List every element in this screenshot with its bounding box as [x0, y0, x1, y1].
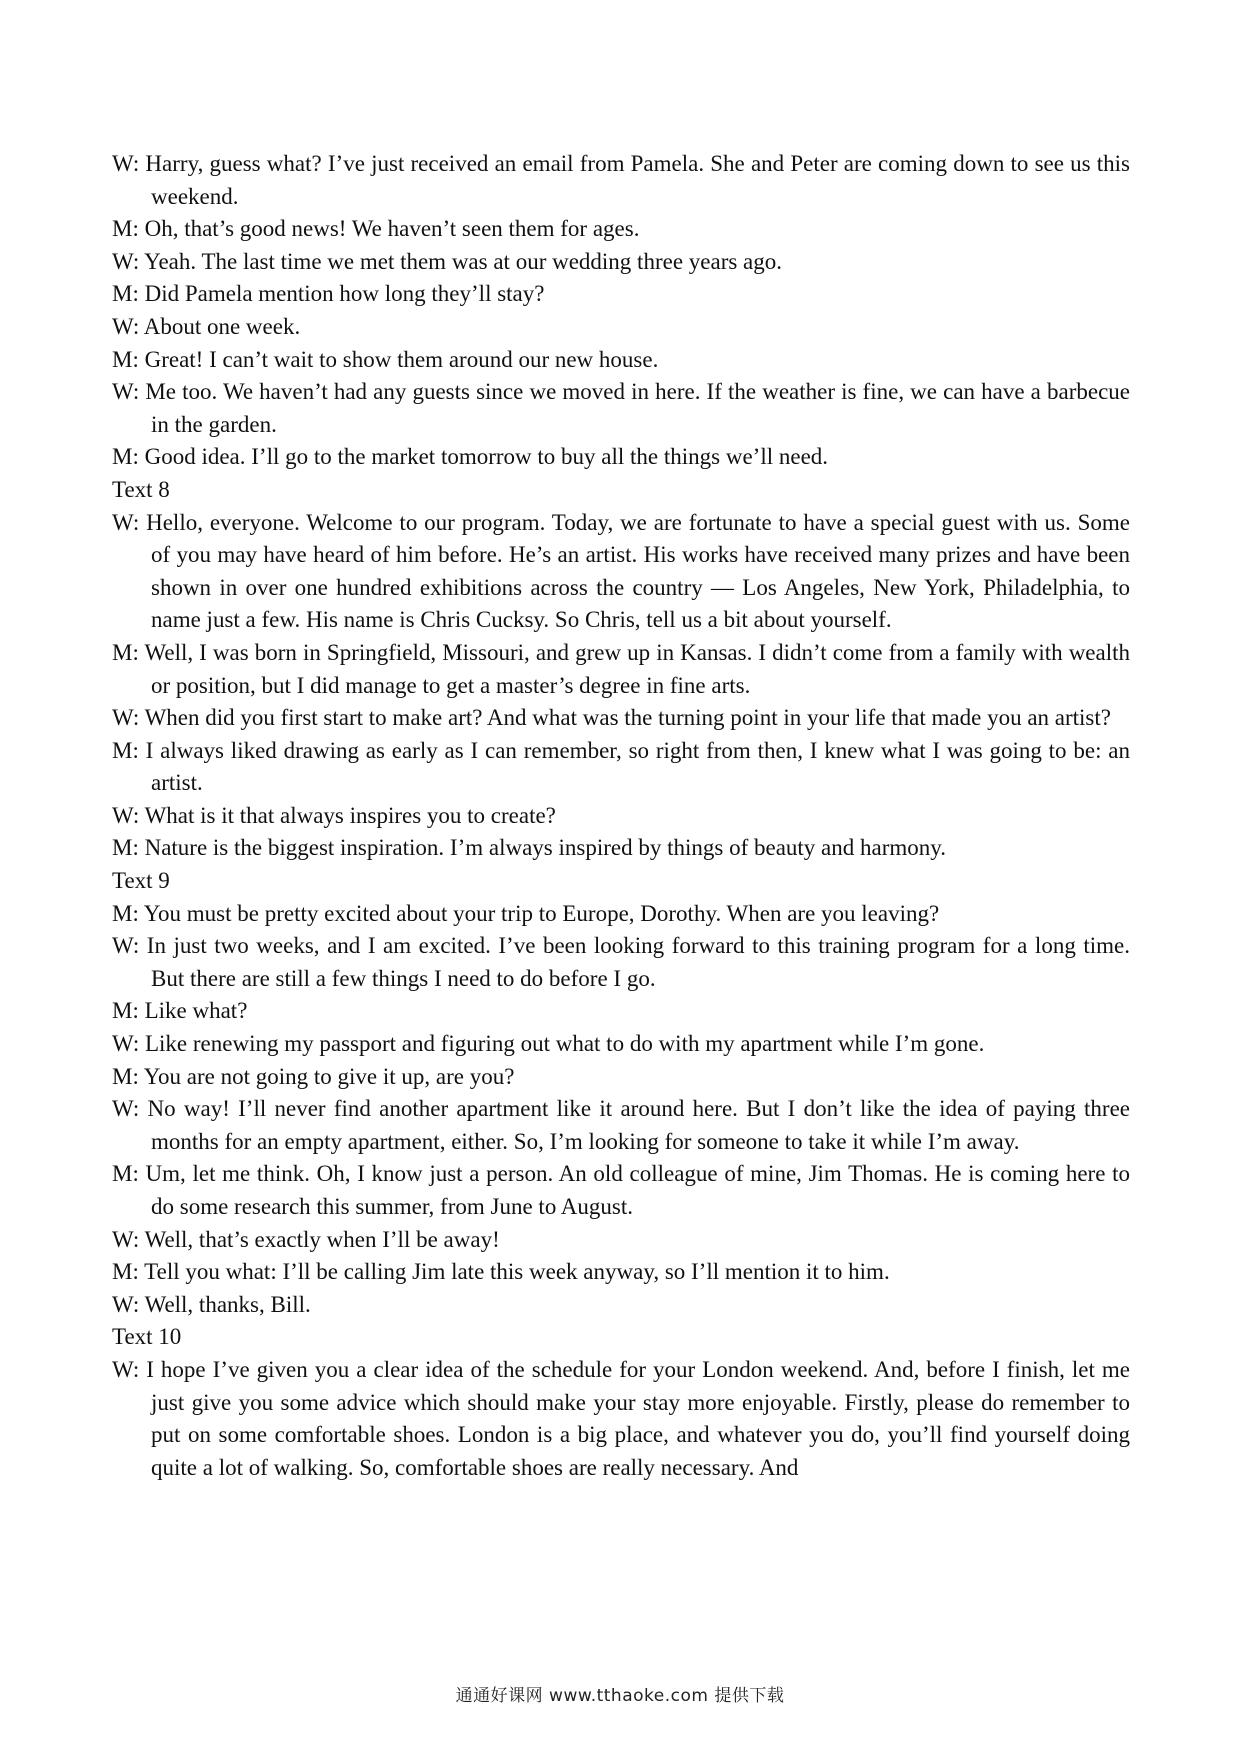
dialogue-line: M: Like what?: [112, 998, 248, 1024]
dialogue-line: W: Like renewing my passport and figuring out what to do with my apartment while I’m gone.: [112, 1031, 985, 1057]
dialogue-line: M: You must be pretty excited about your trip to Europe, Dorothy. When are you leaving?: [112, 900, 940, 926]
dialogue-line: W: Harry, guess what? I’ve just received an email from Pamela. She and Peter are coming down to see us this weekend.: [112, 151, 1130, 209]
dialogue-line: M: Well, I was born in Springfield, Missouri, and grew up in Kansas. I didn’t come from a family with wealth or position, but I did manage to get a master’s degree in fine arts.: [112, 639, 1130, 698]
dialogue-line: M: Tell you what: I’ll be calling Jim late this week anyway, so I’ll mention it to him.: [112, 1259, 890, 1285]
dialogue-line: M: Did Pamela mention how long they’ll stay?: [112, 281, 545, 307]
section-heading-text-9: Text 9: [112, 868, 170, 894]
dialogue-line: W: Well, that’s exactly when I’ll be away!: [112, 1226, 500, 1252]
dialogue-line: W: I hope I’ve given you a clear idea of the schedule for your London weekend. And, before I finish, let me just give you some advice which should make your stay more enjoyable. Firstly, please do remember to put on some comfortable shoes. London is a big place, and whatever you do, you’ll find yourself doing quite a lot of walking. So, comfortable shoes are really necessary. And: [112, 1356, 1130, 1480]
dialogue-line: W: About one week.: [112, 313, 301, 339]
dialogue-line: M: You are not going to give it up, are you?: [112, 1063, 515, 1089]
section-heading-text-8: Text 8: [112, 476, 170, 502]
dialogue-line: M: Nature is the biggest inspiration. I’m always inspired by things of beauty and harmony.: [112, 835, 947, 861]
transcript-body: [112, 148, 1130, 1484]
dialogue-line: M: Oh, that’s good news! We haven’t seen them for ages.: [112, 216, 640, 242]
dialogue-line: W: Well, thanks, Bill.: [112, 1291, 311, 1317]
dialogue-line: M: I always liked drawing as early as I can remember, so right from then, I knew what I was going to be: an artist.: [112, 737, 1130, 796]
dialogue-line: M: Great! I can’t wait to show them around our new house.: [112, 346, 659, 372]
dialogue-line: W: When did you first start to make art? And what was the turning point in your life that made you an artist?: [112, 705, 1111, 731]
section-heading-text-10: Text 10: [112, 1324, 182, 1350]
dialogue-line: W: Me too. We haven’t had any guests since we moved in here. If the weather is fine, we can have a barbecue in the garden.: [112, 379, 1130, 437]
dialogue-line: W: Hello, everyone. Welcome to our program. Today, we are fortunate to have a special guest with us. Some of you may have heard of him before. He’s an artist. His works have received many prizes and have been shown in over one hundred exhibitions across the country — Los Angeles, New York, Philadelphia, to name just a few. His name is Chris Cucksy. So Chris, tell us a bit about yourself.: [112, 509, 1130, 633]
page-footer: 通通好课网 www.tthaoke.com 提供下载: [455, 1686, 785, 1706]
dialogue-line: W: In just two weeks, and I am excited. I’ve been looking forward to this training program for a long time. But there are still a few things I need to do before I go.: [112, 933, 1130, 991]
dialogue-line: M: Good idea. I’ll go to the market tomorrow to buy all the things we’ll need.: [112, 444, 829, 470]
dialogue-line: W: Yeah. The last time we met them was at our wedding three years ago.: [112, 248, 783, 274]
dialogue-line: W: No way! I’ll never find another apartment like it around here. But I don’t like the idea of paying three months for an empty apartment, either. So, I’m looking for someone to take it while I’m away.: [112, 1096, 1130, 1154]
dialogue-line: W: What is it that always inspires you to create?: [112, 802, 556, 828]
dialogue-line: M: Um, let me think. Oh, I know just a person. An old colleague of mine, Jim Thomas. He is coming here to do some research this summer, from June to August.: [112, 1161, 1130, 1219]
